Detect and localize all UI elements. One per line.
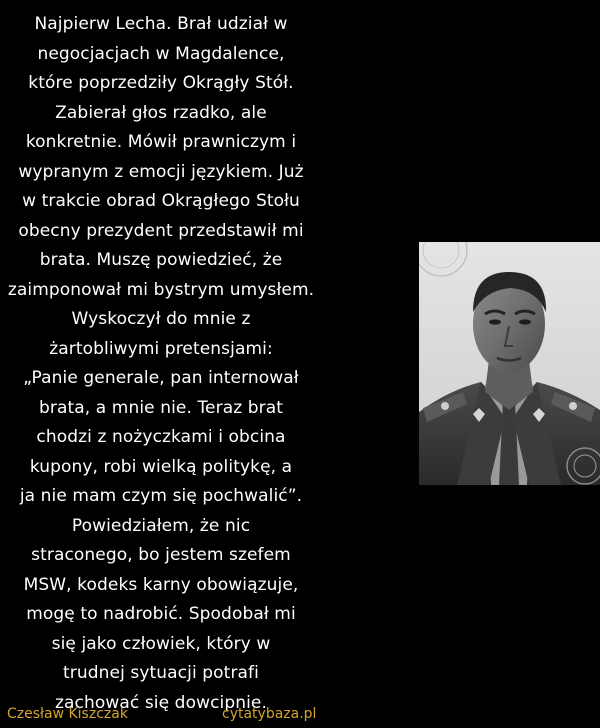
quote-line: mogę to nadrobić. Spodobał mi xyxy=(26,604,296,624)
quote-line: brata. Muszę powiedzieć, że xyxy=(39,250,283,270)
quote-line: brata, a mnie nie. Teraz brat xyxy=(38,397,284,418)
quote-line: Zabierał głos rzadko, ale xyxy=(55,102,267,123)
quote-line: zachować się dowcipnie. xyxy=(55,692,267,713)
quote-line: w trakcie obrad Okrągłego Stołu xyxy=(22,191,300,211)
quote-text xyxy=(0,10,322,718)
quote-line: „Panie generale, pan internował xyxy=(23,368,299,388)
author-link[interactable]: Czesław Kiszczak xyxy=(7,706,128,722)
quote-line: Najpierw Lecha. Brał udział w xyxy=(34,14,288,34)
quote-line: obecny prezydent przedstawił mi xyxy=(18,220,304,241)
quote-line: negocjacjach w Magdalence, xyxy=(37,43,285,64)
quote-line: żartobliwymi pretensjami: xyxy=(49,338,273,359)
quote-line: Wyskoczył do mnie z xyxy=(71,309,251,329)
quote-line: trudnej sytuacji potrafi xyxy=(63,663,259,683)
quote-line: wypranym z emocji językiem. Już xyxy=(18,161,304,182)
quote-line: ja nie mam czym się pochwalić”. xyxy=(19,486,303,506)
quote-line: Powiedziałem, że nic xyxy=(71,515,251,536)
quote-line: się jako człowiek, który w xyxy=(51,633,271,654)
quote-line: konkretnie. Mówił prawniczym i xyxy=(25,132,297,152)
footer xyxy=(0,706,600,728)
quote-line: MSW, kodeks karny obowiązuje, xyxy=(23,574,299,595)
quote-line: chodzi z nożyczkami i obcina xyxy=(36,427,286,447)
quote-line: kupony, robi wielką politykę, a xyxy=(29,456,293,477)
quote-line: które poprzedziły Okrągły Stół. xyxy=(28,73,294,93)
quote-line: straconego, bo jestem szefem xyxy=(31,545,291,565)
portrait-photo xyxy=(419,242,600,485)
site-link[interactable]: cytatybaza.pl xyxy=(222,706,317,722)
quote-line: zaimponował mi bystrym umysłem. xyxy=(7,279,315,300)
